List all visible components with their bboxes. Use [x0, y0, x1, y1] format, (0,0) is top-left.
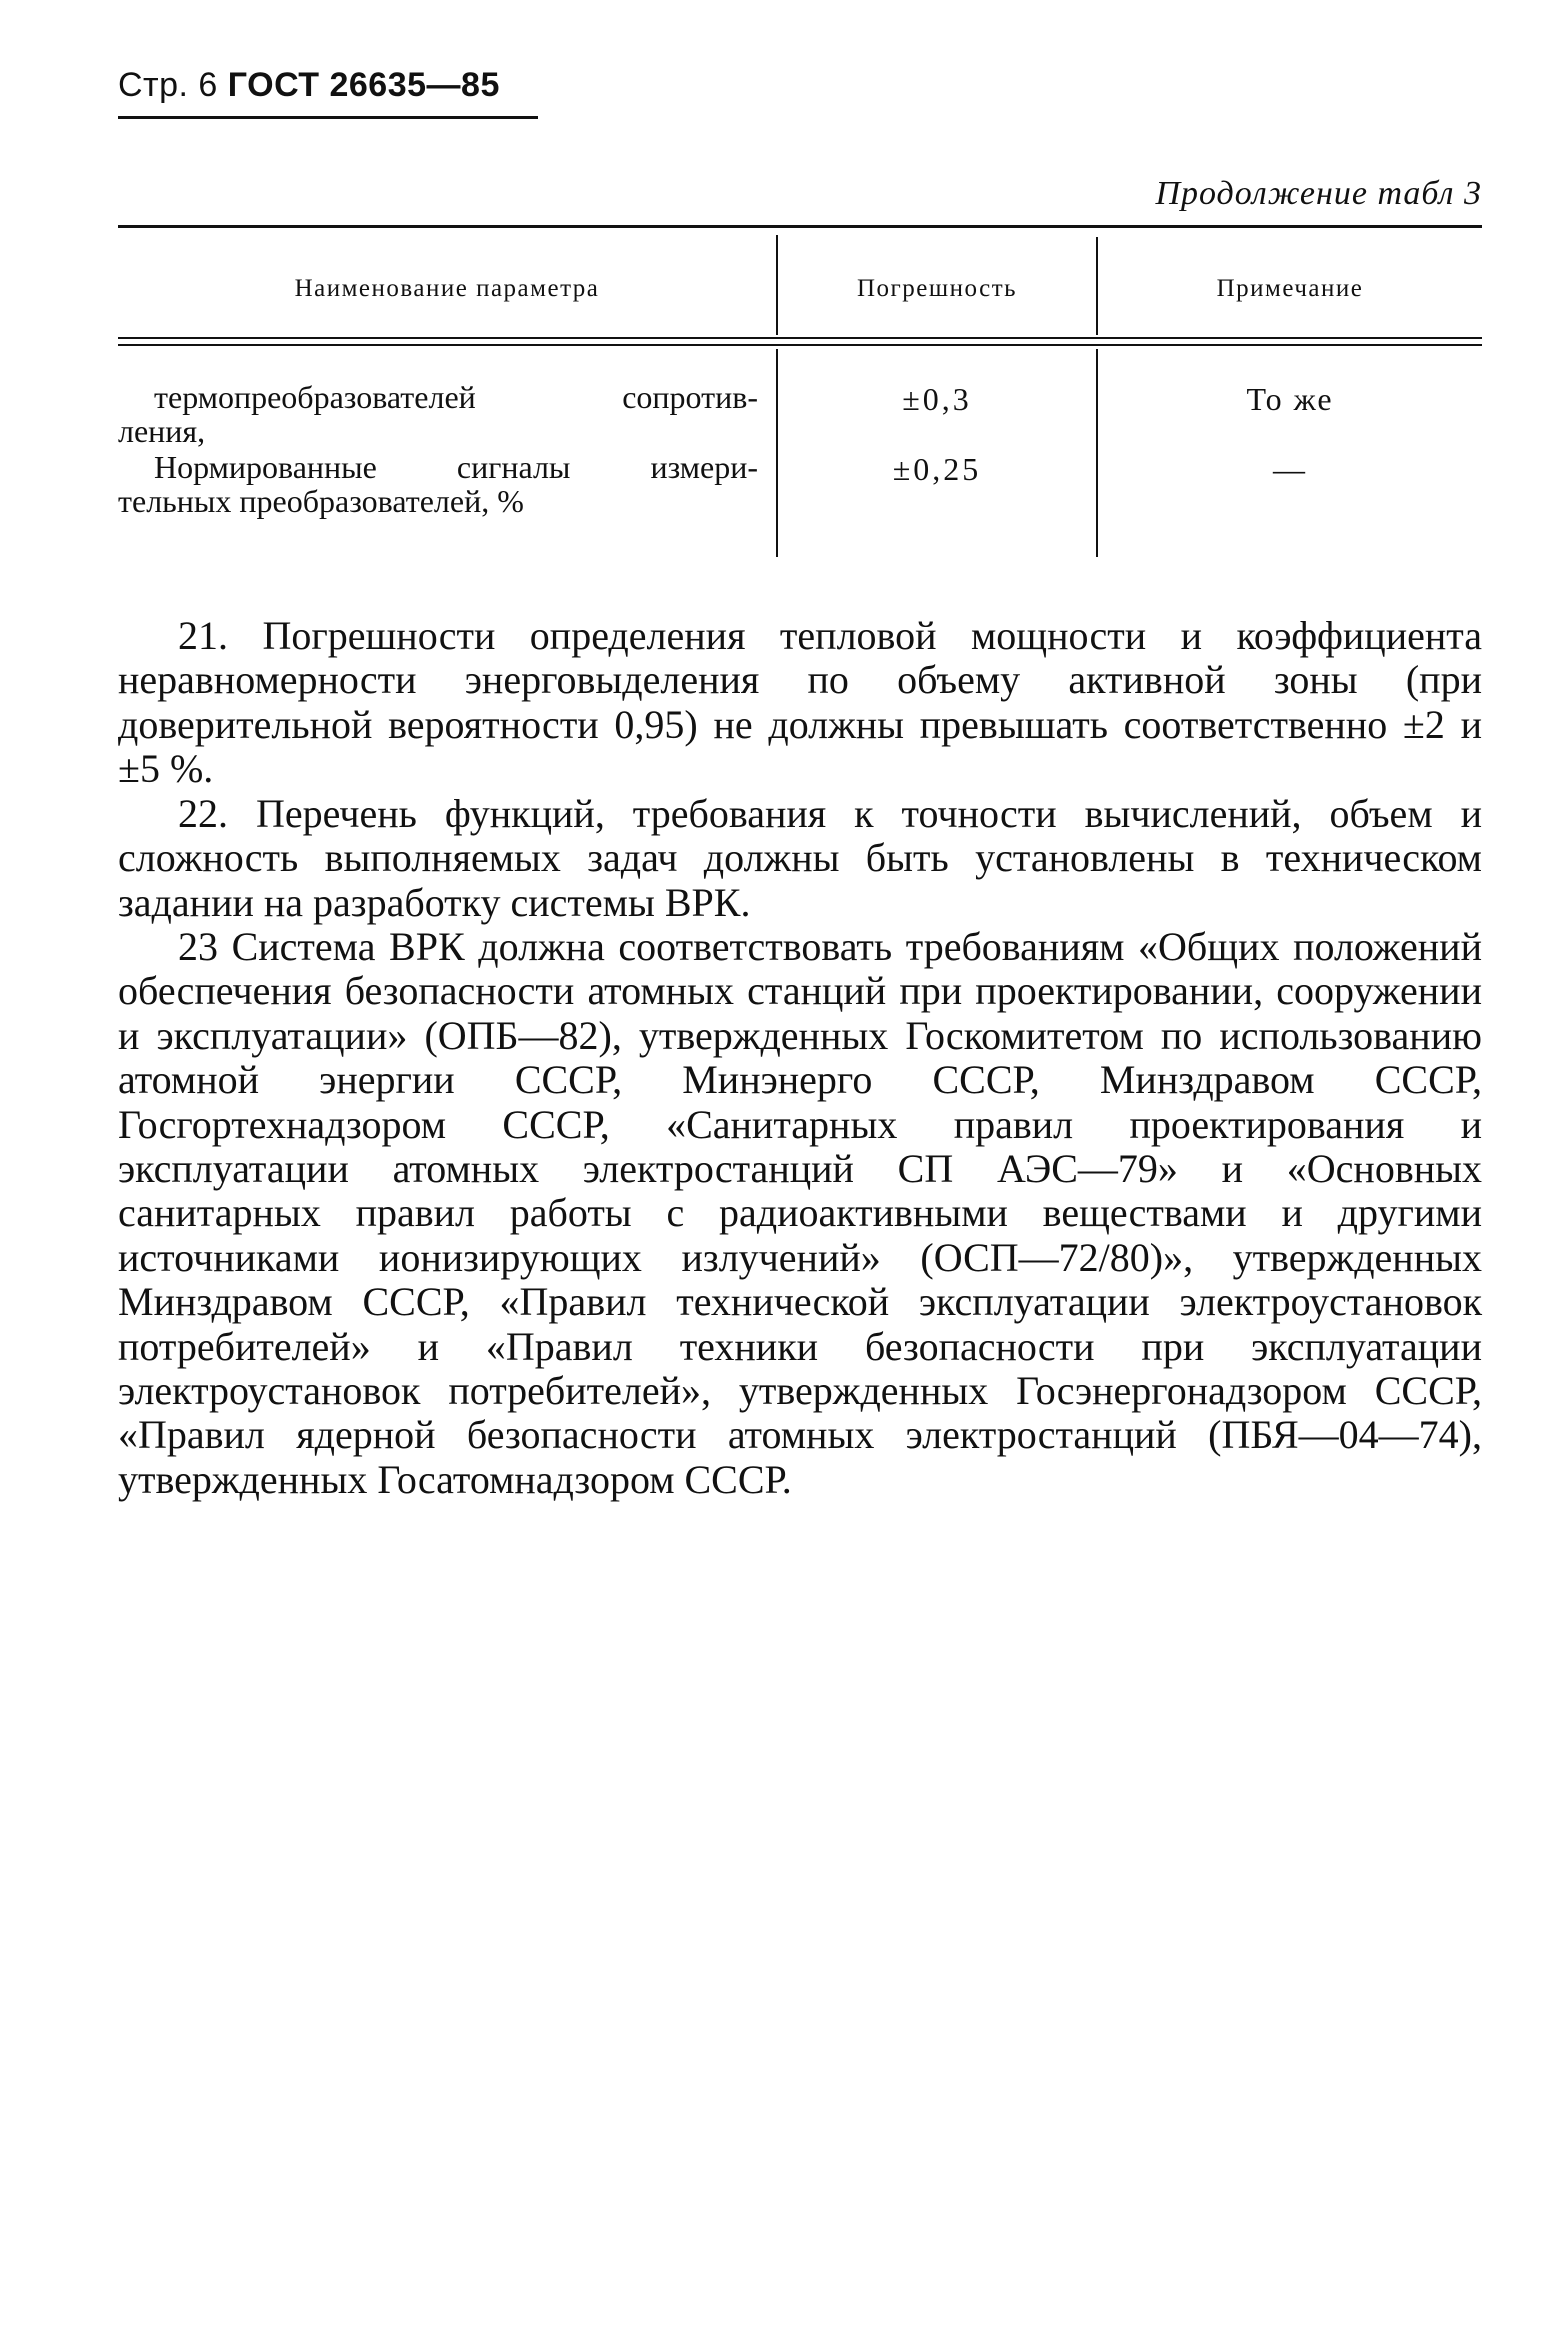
- standard-designation: ГОСТ 26635—85: [227, 66, 500, 104]
- header-separator-rule: [118, 337, 1482, 339]
- paragraph-23: 23 Система ВРК должна соответствовать требованиям «Общих положений обеспечения безопасности атомных станций при проектировании, сооружении и эксплуатации» (ОПБ—82), утвержденных Госкомитетом по использованию атомной энергии СССР, Минэнерго СССР, Минздравом СССР, Госгортехнадзором СССР, «Санитарных правил проектирования и эксплуатации атомных электростанций СП АЭС—79» и «Основных санитарных правил работы с радиоактивными веществами и другими источниками ионизирующих излучений» (ОСП—72/80)», утвержденных Минздравом СССР, «Правил технической эксплуатации электроустановок потребителей» и «Правил техники безопасности при эксплуатации электроустановок потребителей», утвержденных Госэнергонадзором СССР, «Правил ядерной безопасности атомных электростанций (ПБЯ—04—74), утвержденных Госатомнадзором СССР.: [118, 924, 1482, 1502]
- table-continuation-caption: Продолжение табл 3: [1155, 175, 1482, 212]
- header-separator-rule: [118, 344, 1482, 346]
- table-row-note: То же: [1246, 381, 1334, 417]
- table-row-error: ±0,25: [892, 451, 982, 487]
- table-row-name: [118, 380, 758, 448]
- page-number: Стр. 6: [118, 66, 218, 104]
- row-name-line: термопреобразователей сопротив-: [154, 379, 758, 415]
- column-header-name: Наименование параметра: [294, 275, 600, 302]
- running-header: [118, 66, 500, 105]
- row-name-line: Нормированные сигналы измери-: [154, 449, 758, 485]
- row-name-line: ления,: [118, 413, 206, 449]
- column-header-note: Примечание: [1216, 275, 1364, 302]
- table-row-note: —: [1273, 451, 1307, 487]
- header-rule: [118, 116, 538, 119]
- parameters-table: [118, 225, 1482, 557]
- column-header-error: Погрешность: [856, 275, 1018, 302]
- paragraph-22: 22. Перечень функций, требования к точности вычислений, объем и сложность выполняемых задач должны быть установлены в техническом задании на разработку системы ВРК.: [118, 791, 1482, 925]
- table-row-error: ±0,3: [902, 381, 972, 417]
- row-name-line: тельных преобразователей, %: [118, 483, 524, 519]
- table-row-name: [118, 450, 758, 518]
- table-top-rule: [118, 225, 1482, 228]
- paragraph-21: 21. Погрешности определения тепловой мощности и коэффициента неравномерности энерговыделения по объему активной зоны (при доверительной вероятности 0,95) не должны превышать соответственно ±2 и ±5 %.: [118, 613, 1482, 792]
